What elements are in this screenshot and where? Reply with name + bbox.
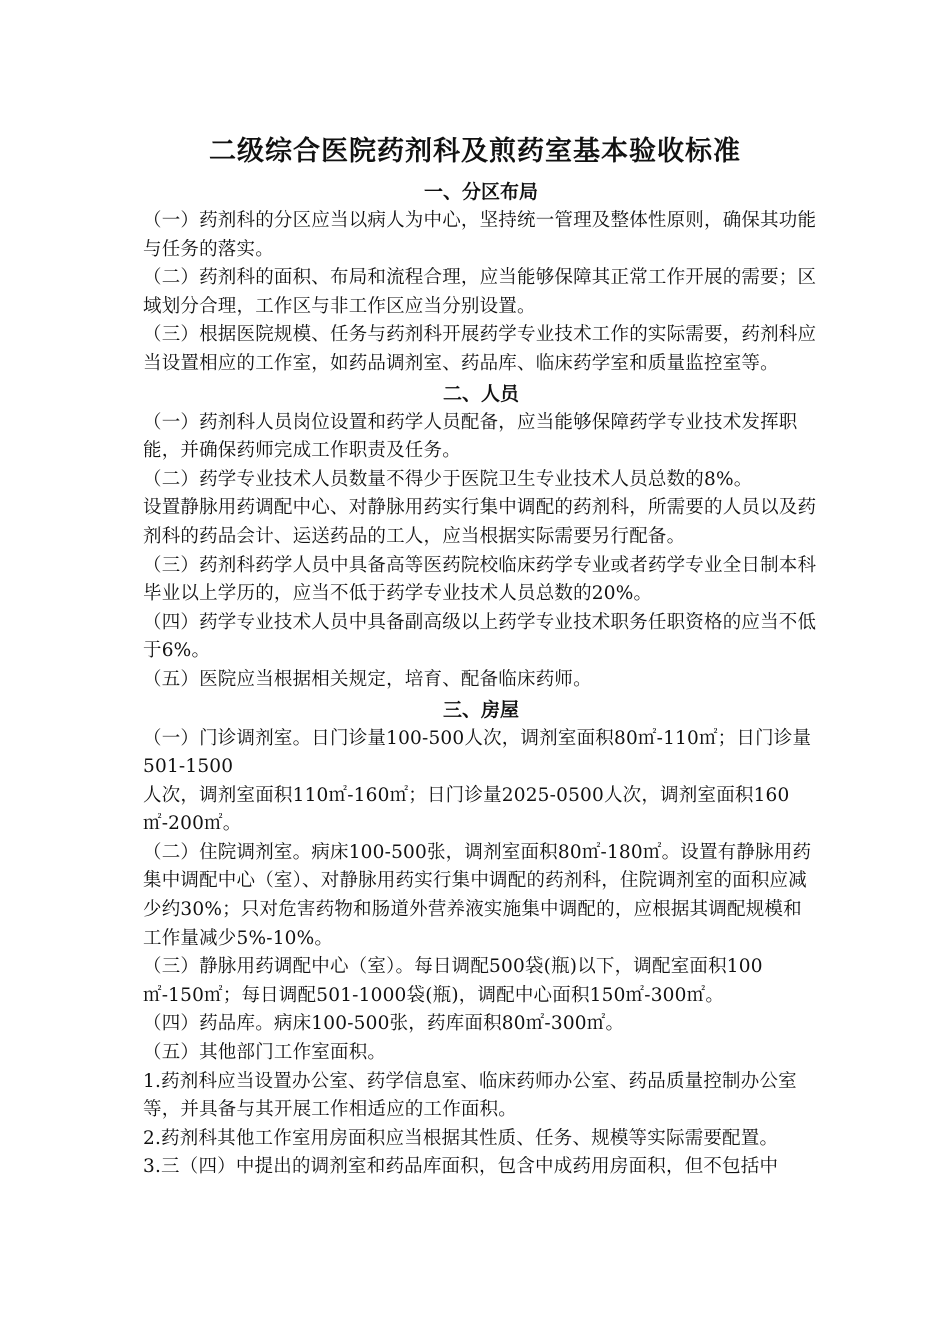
paragraph: （一）药剂科人员岗位设置和药学人员配备，应当能够保障药学专业技术发挥职能，并确保药师完成工作职责及任务。 xyxy=(143,411,798,462)
document-body xyxy=(143,177,819,1182)
paragraph: （四）药学专业技术人员中具备副高级以上药学专业技术职务任职资格的应当不低于6%。 xyxy=(143,611,817,662)
paragraph: 2.药剂科其他工作室用房面积应当根据其性质、任务、规模等实际需要配置。 xyxy=(143,1127,779,1149)
paragraph: （五）其他部门工作室面积。 xyxy=(143,1042,387,1064)
paragraph: 1.药剂科应当设置办公室、药学信息室、临床药师办公室、药品质量控制办公室等，并具备与其开展工作相适应的工作面积。 xyxy=(143,1070,797,1121)
section-layout xyxy=(143,177,819,379)
paragraph: 3.三（四）中提出的调剂室和药品库面积，包含中成药用房面积，但不包括中 xyxy=(143,1156,779,1178)
paragraph: （一）门诊调剂室。日门诊量100-500人次，调剂室面积80㎡-110㎡；日门诊量501-1500 xyxy=(143,727,812,778)
paragraph: （三）根据医院规模、任务与药剂科开展药学专业技术工作的实际需要，药剂科应当设置相应的工作室，如药品调剂室、药品库、临床药学室和质量监控室等。 xyxy=(143,324,817,374)
section-personnel xyxy=(143,379,819,695)
section-heading: 一、分区布局 xyxy=(423,181,538,203)
paragraph: 人次，调剂室面积110㎡-160㎡；日门诊量2025-0500人次，调剂室面积160㎡-200㎡。 xyxy=(143,784,790,835)
document-title: 二级综合医院药剂科及煎药室基本验收标准 xyxy=(209,136,741,167)
paragraph: （二）药学专业技术人员数量不得少于医院卫生专业技术人员总数的8%。 xyxy=(143,468,753,490)
paragraph: （三）药剂科药学人员中具备高等医药院校临床药学专业或者药学专业全日制本科毕业以上学历的，应当不低于药学专业技术人员总数的20%。 xyxy=(143,554,817,605)
paragraph: （一）药剂科的分区应当以病人为中心，坚持统一管理及整体性原则，确保其功能与任务的落实。 xyxy=(143,210,817,260)
paragraph: 设置静脉用药调配中心、对静脉用药实行集中调配的药剂科，所需要的人员以及药剂科的药品会计、运送药品的工人，应当根据实际需要另行配备。 xyxy=(143,497,817,547)
section-housing xyxy=(143,695,819,1183)
paragraph: （四）药品库。病床100-500张，药库面积80㎡-300㎡。 xyxy=(143,1013,625,1035)
paragraph: （二）药剂科的面积、布局和流程合理，应当能够保障其正常工作开展的需要；区域划分合理，工作区与非工作区应当分别设置。 xyxy=(143,267,817,317)
section-heading: 二、人员 xyxy=(442,382,519,405)
paragraph: （五）医院应当根据相关规定，培育、配备临床药师。 xyxy=(143,668,592,690)
section-heading: 三、房屋 xyxy=(442,698,519,721)
paragraph: （二）住院调剂室。病床100-500张，调剂室面积80㎡-180㎡。设置有静脉用药集中调配中心（室）、对静脉用药实行集中调配的药剂科，住院调剂室的面积应减少约30%；只对危害药物和肠道外营养液实施集中调配的，应根据其调配规模和工作量减少5%-10%。 xyxy=(143,841,812,949)
paragraph: （三）静脉用药调配中心（室）。每日调配500袋(瓶)以下，调配室面积100㎡-150㎡；每日调配501-1000袋(瓶)，调配中心面积150㎡-300㎡。 xyxy=(143,956,763,1006)
